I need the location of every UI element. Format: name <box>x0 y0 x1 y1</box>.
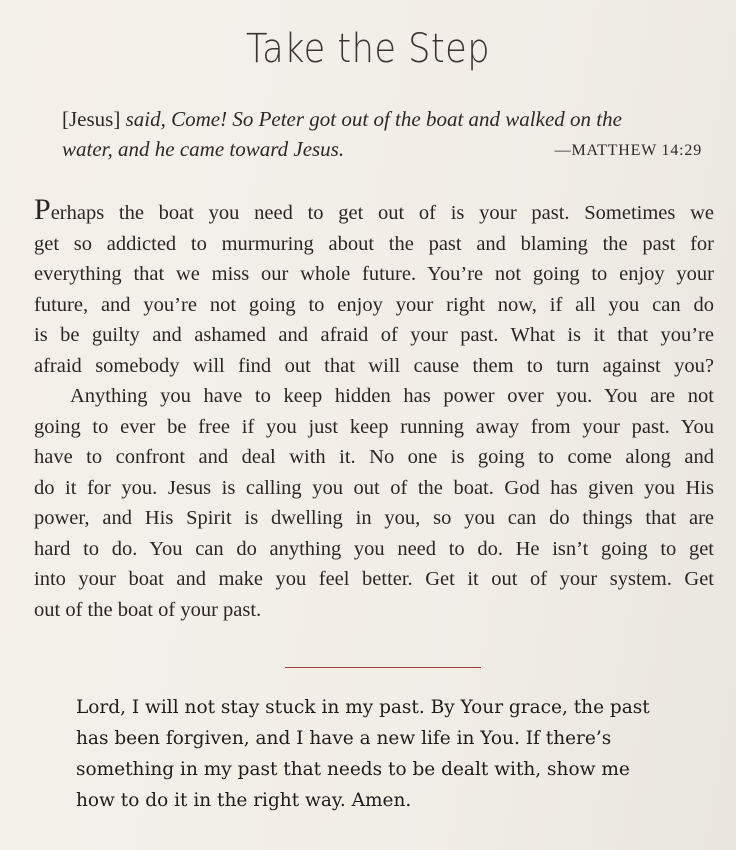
body-line: afraid somebody will find out that will cause them to turn against you? <box>34 354 714 377</box>
body-line: going to ever be free if you just keep running away from your past. You <box>34 415 714 438</box>
body-line: Perhaps the boat you need to get out of is your past. Sometimes we <box>34 193 714 226</box>
body-line: have to confront and deal with it. No one is going to come along and <box>34 446 714 468</box>
body-line: everything that we miss our whole future. You’re not going to enjoy your <box>34 263 714 285</box>
epigraph-quote-2: water, and he came toward Jesus. <box>62 137 345 161</box>
scripture-epigraph <box>62 104 702 166</box>
body-line: is be guilty and ashamed and afraid of your past. What is it that you’re <box>34 324 714 346</box>
section-divider <box>285 667 481 668</box>
body-line: into your boat and make you feel better. Get it out of your system. Get <box>34 568 714 590</box>
body-line: do it for you. Jesus is calling you out of the boat. God has given you His <box>34 476 714 499</box>
body-line: out of the boat of your past. <box>34 598 262 621</box>
prayer-line: how to do it in the right way. Amen. <box>76 790 412 811</box>
body-line: get so addicted to murmuring about the past and blaming the past for <box>34 232 714 255</box>
drop-cap: P <box>34 193 51 226</box>
epigraph-quote-1: said, Come! So Peter got out of the boat and walked on the <box>125 107 622 131</box>
epigraph-prefix: [Jesus] <box>62 107 126 131</box>
body-line: future, and you’re not going to enjoy your right now, if all you can do <box>34 293 714 316</box>
prayer-text <box>76 692 686 816</box>
prayer-line: has been forgiven, and I have a new life in You. If there’s <box>76 728 612 749</box>
body-line: hard to do. You can do anything you need to do. He isn’t going to get <box>34 537 714 560</box>
body-line: power, and His Spirit is dwelling in you, so you can do things that are <box>34 507 714 529</box>
prayer-line: something in my past that needs to be dealt with, show me <box>76 759 630 780</box>
body-text <box>34 193 714 625</box>
prayer-line: Lord, I will not stay stuck in my past. By Your grace, the past <box>76 697 650 718</box>
epigraph-line-1 <box>62 104 702 134</box>
scripture-reference: —MATTHEW 14:29 <box>554 142 702 159</box>
page-title: Take the Step <box>245 26 491 72</box>
body-line: Anything you have to keep hidden has power over you. You are not <box>70 385 714 407</box>
epigraph-line-2 <box>62 134 702 164</box>
